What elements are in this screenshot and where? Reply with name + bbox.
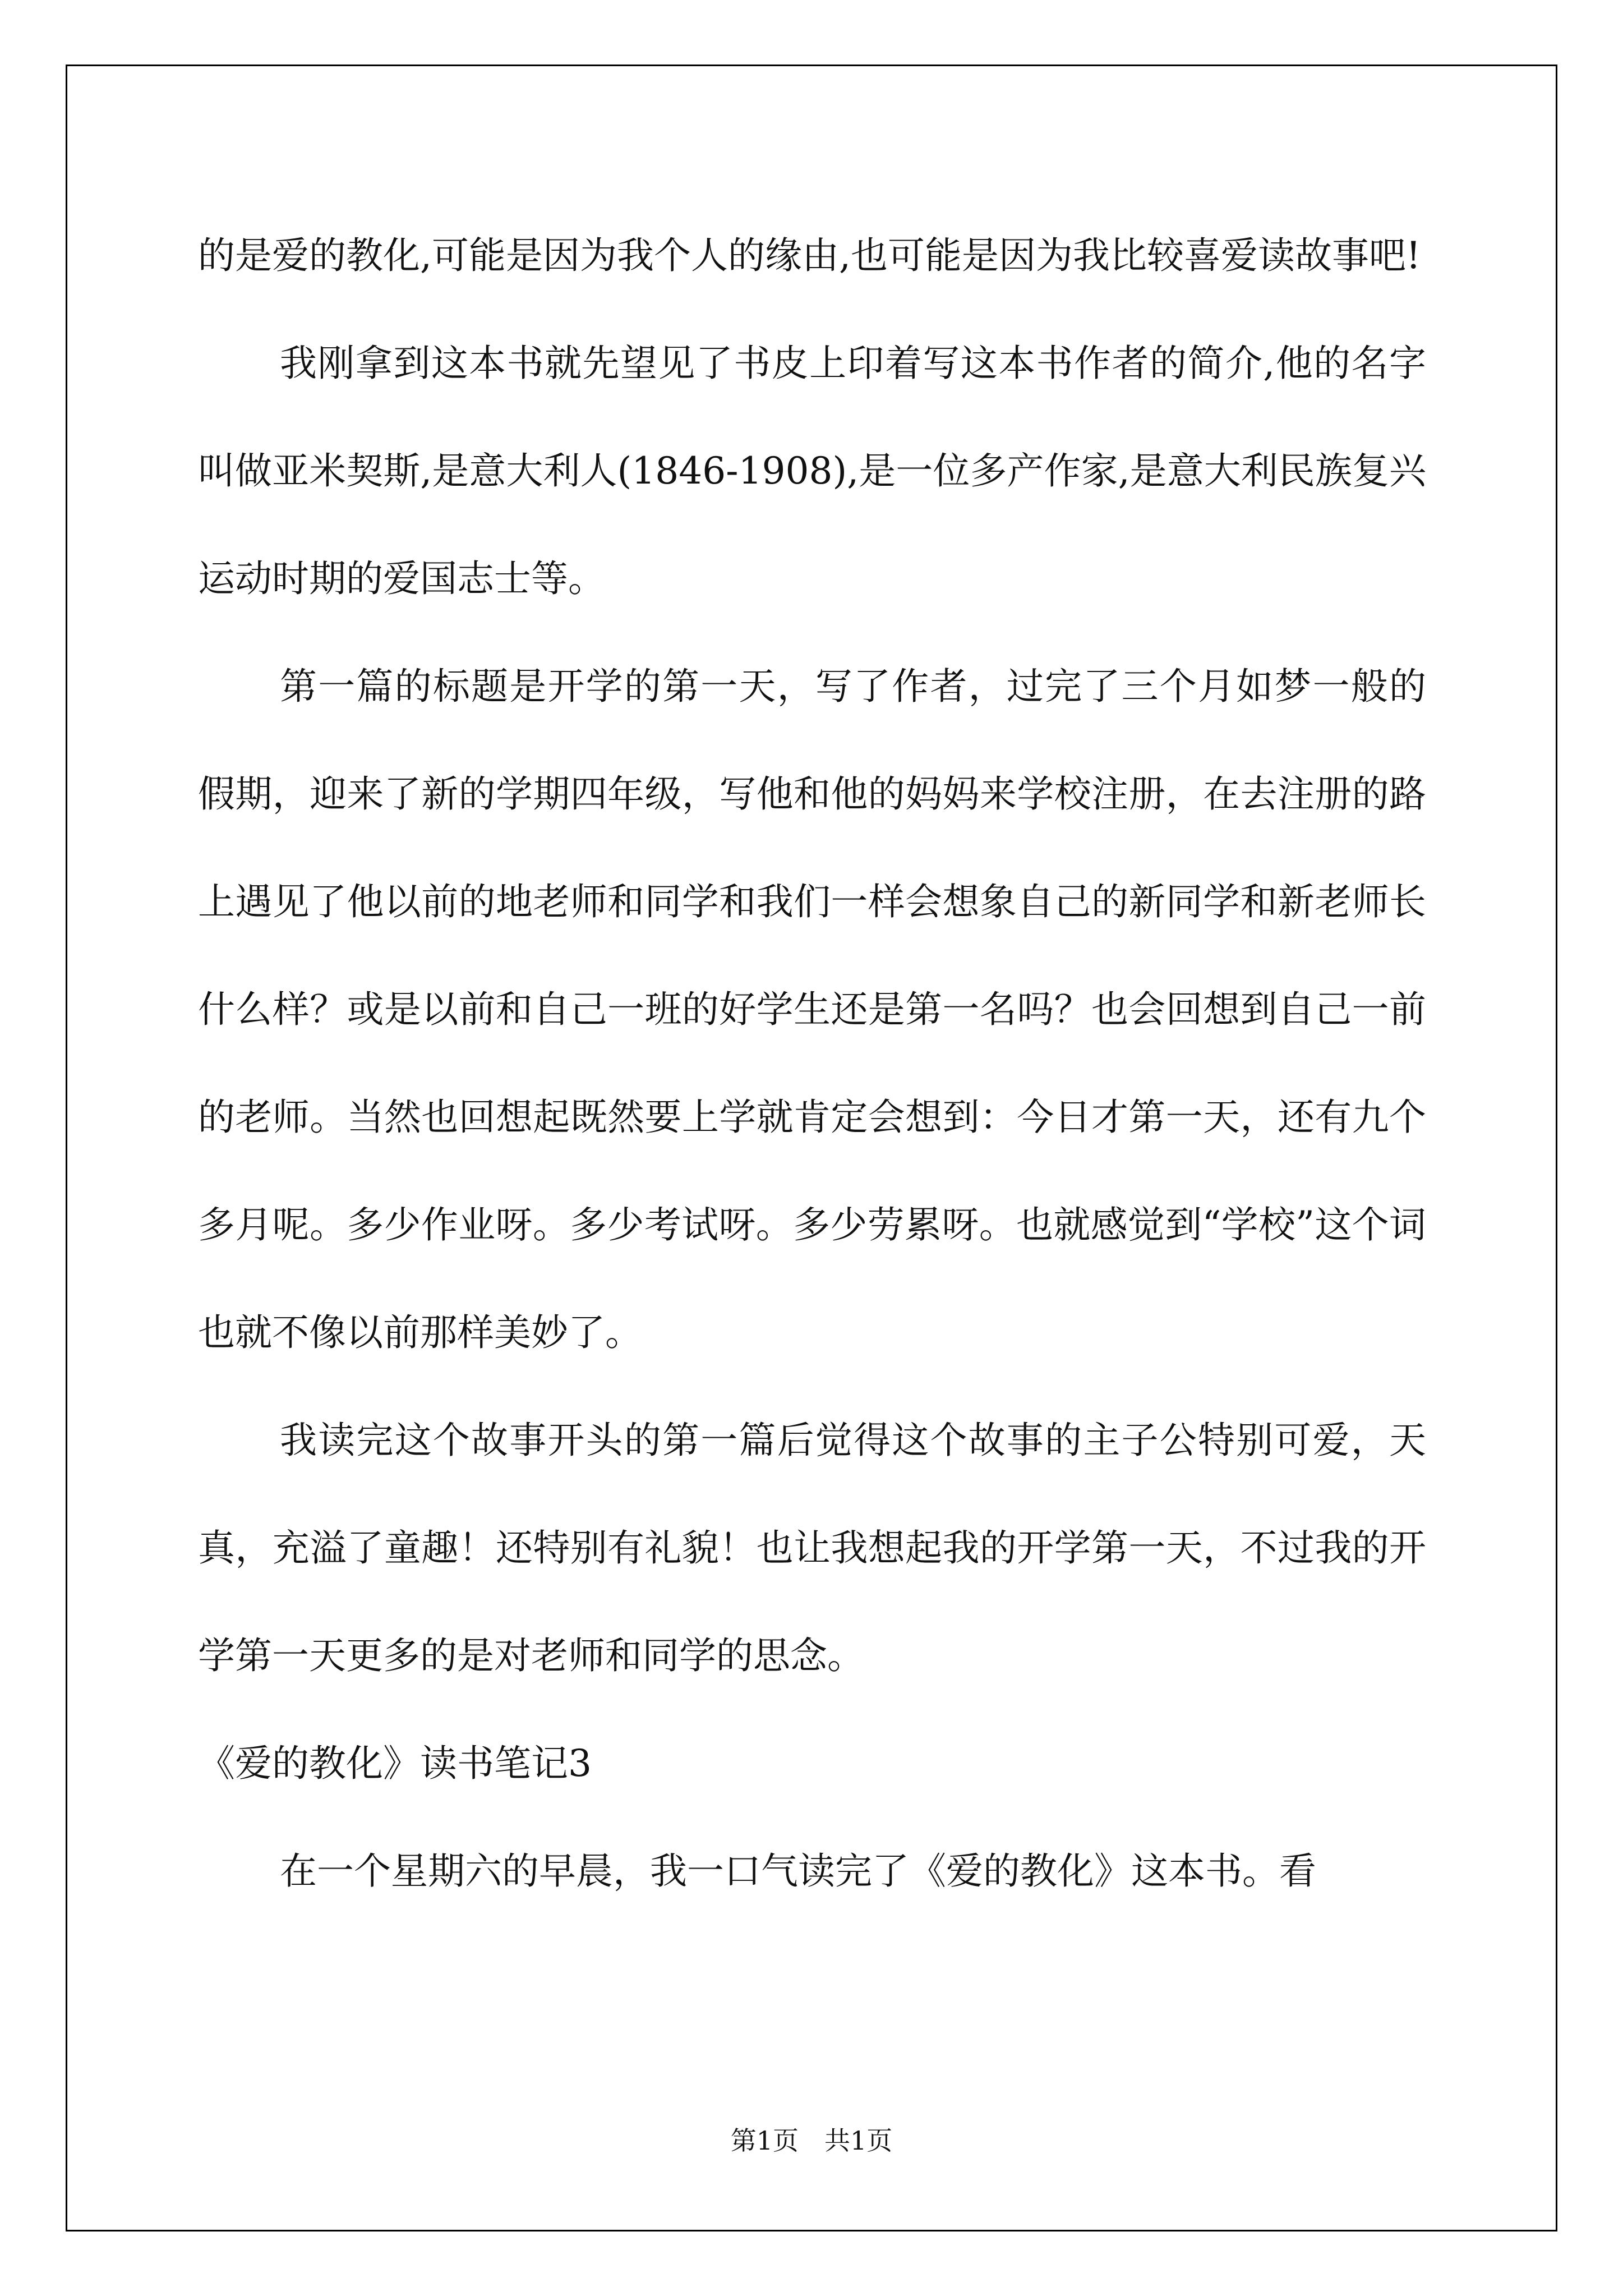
document-body [198, 202, 1426, 1925]
paragraph-5: 在一个星期六的早晨，我一口气读完了《爱的教化》这本书。看 [280, 1849, 1316, 1893]
paragraph-3: 第一篇的标题是开学的第一天，写了作者，过完了三个月如梦一般的假期，迎来了新的学期四年级，写他和他的妈妈来学校注册，在去注册的路上遇见了他以前的地老师和同学和我们一样会想象自己的新同学和新老师长什么样？或是以前和自己一班的好学生还是第一名吗？也会回想到自己一前的老师。当然也回想起既然要上学就肯定会想到：今日才第一天，还有九个多月呢。多少作业呀。多少考试呀。多少劳累呀。也就感觉到“学校”这个词也就不像以前那样美妙了。 [198, 665, 1426, 1354]
paragraph-2: 我刚拿到这本书就先望见了书皮上印着写这本书作者的简介,他的名字叫做亚米契斯,是意大利人(1846-1908),是一位多产作家,是意大利民族复兴运动时期的爱国志士等。 [198, 342, 1426, 600]
page-number-label: 第1页 共1页 [730, 2125, 893, 2156]
paragraph-4: 我读完这个故事开头的第一篇后觉得这个故事的主子公特别可爱，天真，充溢了童趣！还特别有礼貌！也让我想起我的开学第一天，不过我的开学第一天更多的是对老师和同学的思念。 [198, 1419, 1426, 1677]
section-heading: 《爱的教化》读书笔记3 [198, 1742, 592, 1785]
paragraph-1: 的是爱的教化,可能是因为我个人的缘由,也可能是因为我比较喜爱读故事吧! [198, 234, 1421, 277]
page-footer [0, 2120, 1623, 2157]
